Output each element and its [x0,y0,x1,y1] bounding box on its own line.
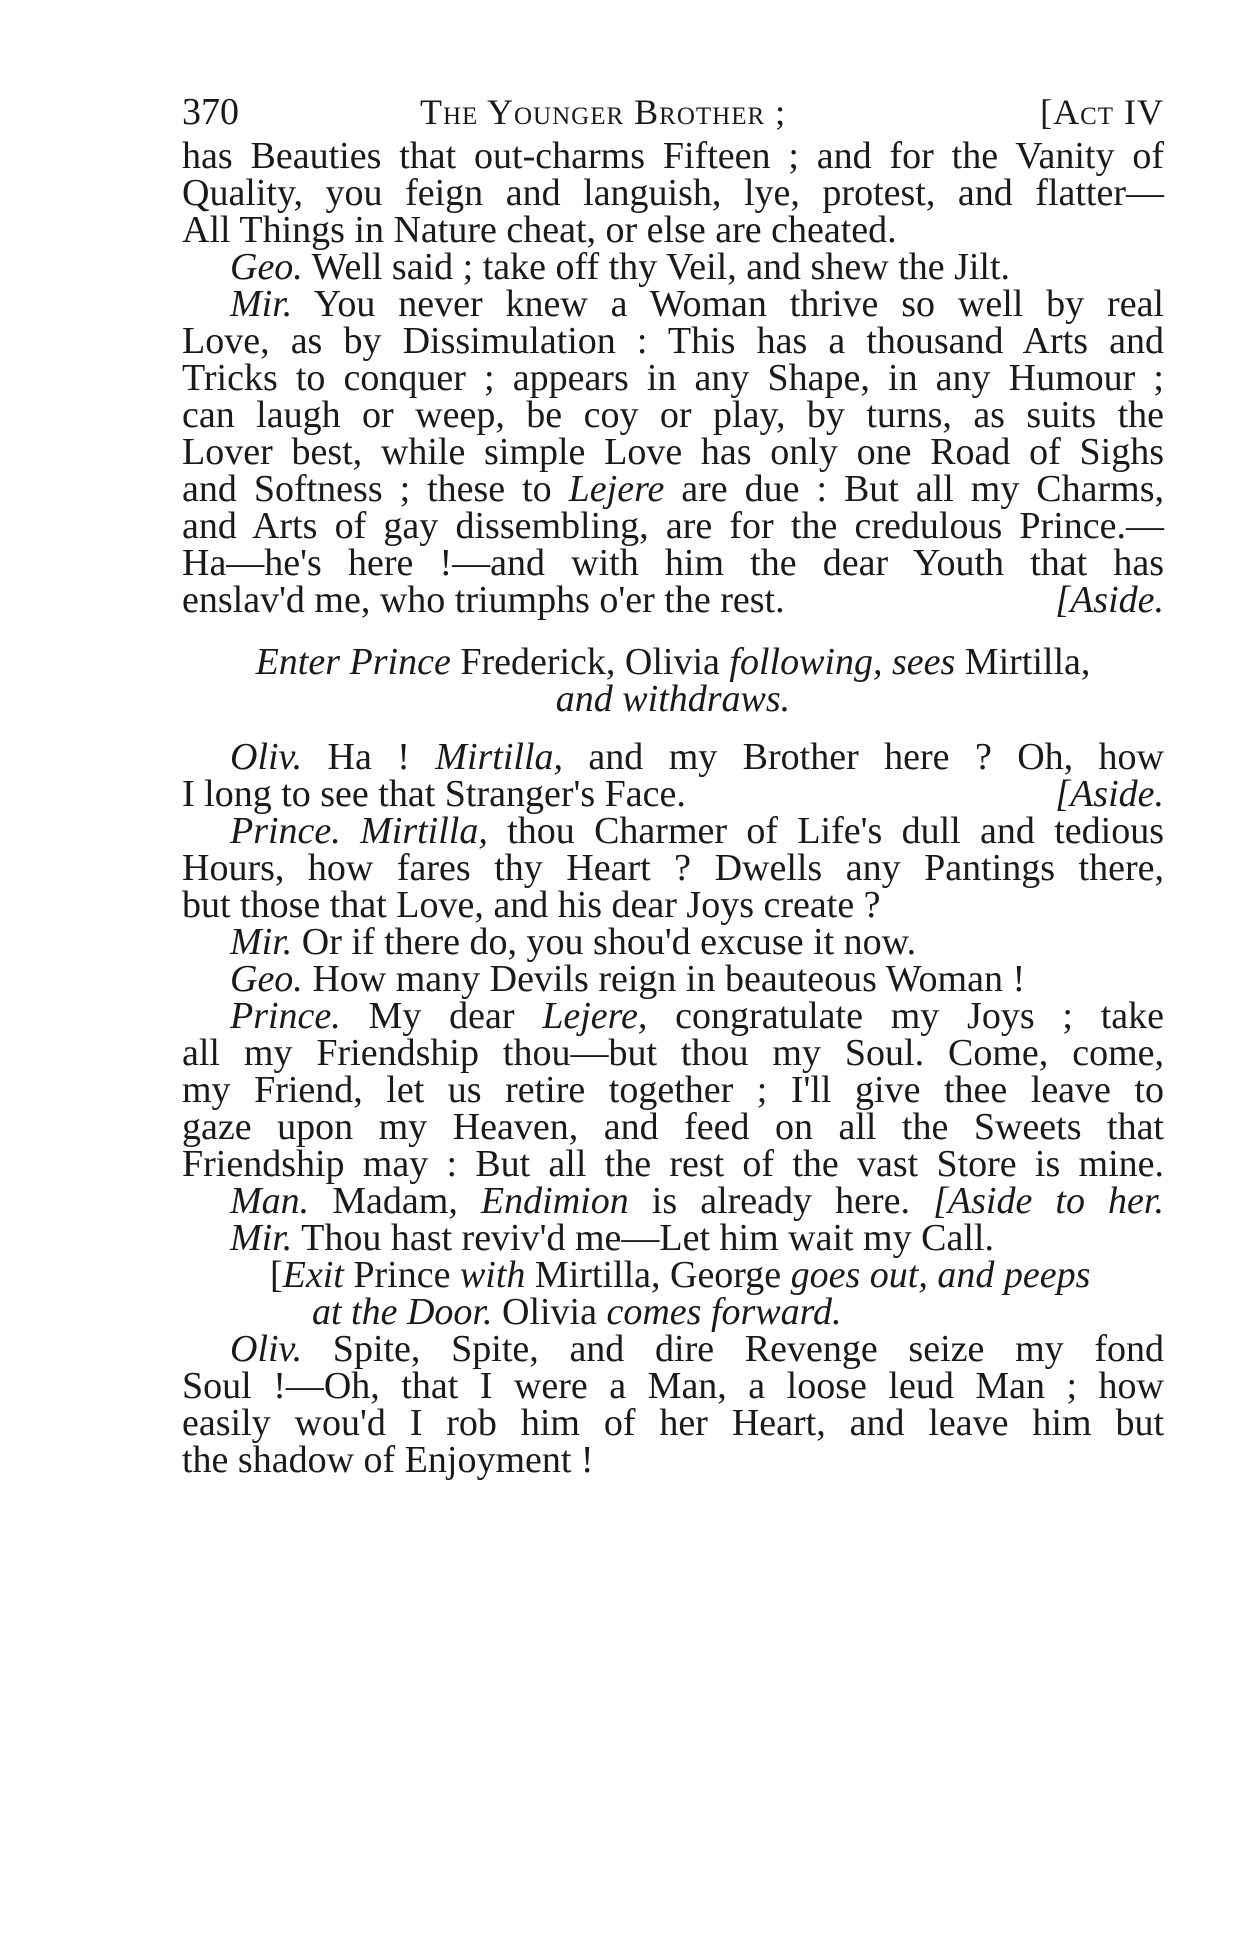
text-line: Ha—he's here !—and with him the dear Youth that has [182,542,1164,584]
speaker-name: Prince. [230,995,341,1037]
speaker-name: Geo. [230,958,303,1000]
speaker-name: Mir. [230,921,293,963]
speaker-name: Oliv. [230,1328,303,1370]
speaker-name: Mir. [230,283,293,325]
speech-line: Mir. You never knew a Woman thrive so well by real [230,283,1164,325]
speech-line: Prince. My dear Lejere, congratulate my Joys ; take [230,995,1164,1037]
speech-line: Prince. Mirtilla, thou Charmer of Life's dull and tedious [230,810,1164,852]
text-line: has Beauties that out-charms Fifteen ; and for the Vanity of [182,135,1164,177]
speaker-name: Prince. [230,810,341,852]
speech-line: Oliv. Ha ! Mirtilla, and my Brother here ? Oh, how [230,736,1165,778]
text-line: but those that Love, and his dear Joys create ? [182,884,881,926]
speaker-name: Mir. [230,1217,293,1259]
stage-direction: [Exit Prince with Mirtilla, George goes out, and peeps [270,1254,1091,1296]
speech-line: Mir. Thou hast reviv'd me—Let him wait my Call. [230,1217,994,1259]
text-line: all my Friendship thou—but thou my Soul. Come, come, [182,1032,1164,1074]
speaker-name: Oliv. [230,736,303,778]
text-line: Love, as by Dissimulation : This has a thousand Arts and [182,320,1164,362]
speaker-name: Man. [230,1180,310,1222]
text-line: Hours, how fares thy Heart ? Dwells any Pantings there, [182,847,1164,889]
text-line: Friendship may : But all the rest of the vast Store is mine. [182,1143,1164,1185]
aside-direction: [Aside. [1055,773,1164,815]
text-line: Tricks to conquer ; appears in any Shape, in any Humour ; [182,357,1164,399]
text-line: Lover best, while simple Love has only one Road of Sighs [182,431,1164,473]
speech-line: Mir. Or if there do, you shou'd excuse it now. [230,921,917,963]
text-line: can laugh or weep, be coy or play, by turns, as suits the [182,394,1164,436]
running-title: The Younger Brother ; [420,92,787,132]
stage-direction: at the Door. Olivia comes forward. [312,1291,842,1333]
text-line: gaze upon my Heaven, and feed on all the Sweets that [182,1106,1164,1148]
text-line: Soul !—Oh, that I were a Man, a loose leud Man ; how [182,1365,1164,1407]
speech-line: Geo. Well said ; take off thy Veil, and shew the Jilt. [230,246,1011,288]
text-line: my Friend, let us retire together ; I'll give thee leave to [182,1069,1164,1111]
text-line: Quality, you feign and languish, lye, protest, and flatter— [182,172,1164,214]
text-line: enslav'd me, who triumphs o'er the rest. [182,579,785,621]
page-number: 370 [182,91,239,133]
text-line: I long to see that Stranger's Face. [182,773,686,815]
speech-line: Geo. How many Devils reign in beauteous Woman ! [230,958,1026,1000]
speech-line: Oliv. Spite, Spite, and dire Revenge seize my fond [230,1328,1164,1370]
text-line: and Arts of gay dissembling, are for the credulous Prince.— [182,505,1164,547]
text-line: easily wou'd I rob him of her Heart, and leave him but [182,1402,1164,1444]
stage-direction: Enter Prince Frederick, Olivia following, sees Mirtilla, [255,641,1091,683]
act-marker: [Act IV [1040,92,1164,132]
speech-line: Man. Madam, Endimion is already here. [Aside to her. [230,1180,1165,1222]
text-line: and Softness ; these to Lejere are due : But all my Charms, [182,468,1164,510]
stage-direction: and withdraws. [555,678,791,720]
text-line: All Things in Nature cheat, or else are cheated. [182,209,897,251]
speaker-name: Geo. [230,246,303,288]
aside-direction: [Aside. [1055,579,1164,621]
text-line: the shadow of Enjoyment ! [182,1439,594,1481]
